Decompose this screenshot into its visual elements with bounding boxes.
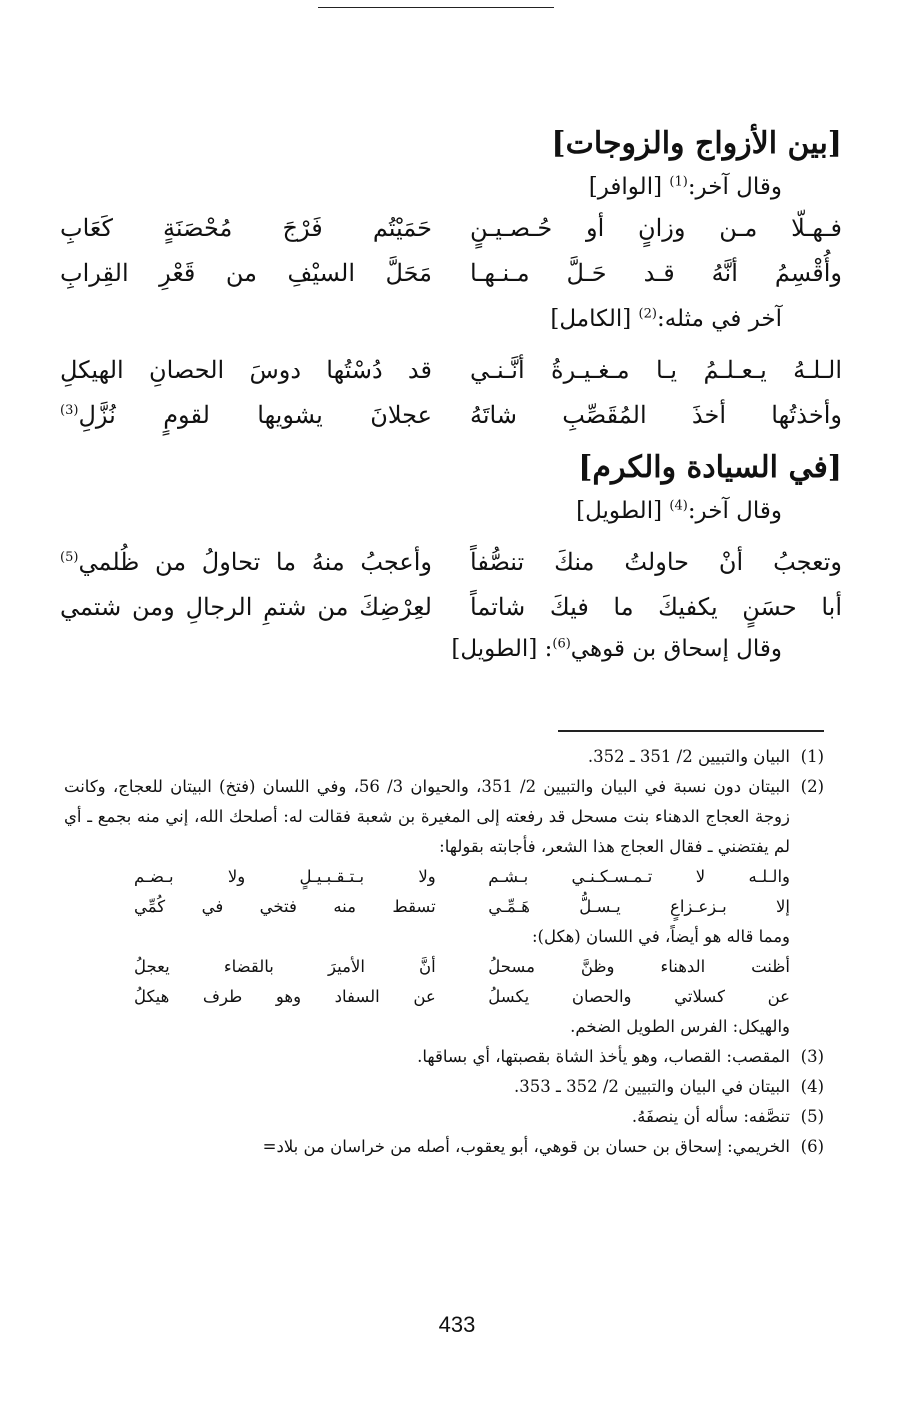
footnote-ref: (3) (60, 403, 79, 418)
footnote-verse: إلا بـزعـزاعٍ يـسـلُّ هَـمِّـي تسقط منه فتخي في كُمِّي (134, 897, 790, 916)
footnote (64, 1132, 824, 1162)
footnote-text: البيان والتبيين 2/ 351 ـ 352. (587, 747, 790, 766)
footnote-text: ومما قاله هو أيضاً، في اللسان (هكل): (531, 927, 790, 946)
footnote-separator (558, 730, 824, 732)
meter-label: [الوافر] (588, 174, 663, 200)
footnote-number: (3) (800, 1047, 824, 1066)
footnote-ref: (2) (638, 306, 657, 322)
footnote-verse: أظنت الدهناء وظنَّ مسحلُ أنَّ الأميرَ بالقضاء يعجلُ (134, 957, 790, 976)
footnote-text: البيتان في البيان والتبيين 2/ 352 ـ 353. (514, 1077, 790, 1096)
section-heading-marriage: [بين الأزواج والزوجات] (551, 126, 842, 161)
footnote-text: والهيكل: الفرس الطويل الضخم. (570, 1017, 790, 1036)
verse-line (60, 585, 842, 630)
footnote-text: تنصَّفه: سأله أن ينصفَهُ. (631, 1107, 790, 1126)
verse-second-hemistich: لعِرْضِكَ من شتمِ الرجالِ ومن شتمي (60, 593, 432, 621)
footnote-verse: والـلـه لا تـمـسـكـنـي بـشـم ولا بـتـقـبـيـلٍ ولا بـضـم (134, 867, 790, 886)
footnote-number: (6) (800, 1137, 824, 1156)
top-rule (318, 7, 554, 8)
footnote-ref: (6) (552, 636, 571, 652)
verse-first-hemistich: أبا حسَنٍ يكفيكَ ما فيكَ شاتماً (470, 593, 842, 621)
footnote-text: البيتان دون نسبة في البيان والتبيين 2/ 351، والحيوان 3/ 56، وفي اللسان (فتخ) البيتان للعجاج، وكانت زوجة العجاج الدهناء بنت مسحل قد رفعته إلى المغيرة بن شعبة فقالت له: أصلحك الله، إني منه بجمع ـ أي لم يفتضني ـ فقال العجاج هذا الشعر، فأجابته بقولها: (64, 777, 790, 856)
footnote (64, 742, 824, 772)
verse-second-hemistich: قد دُسْتُها دوسَ الحصانِ الهيكلِ (60, 356, 432, 384)
footnote-text: الخريمي: إسحاق بن حسان بن قوهي، أبو يعقوب، أصله من خراسان من بلاد= (262, 1137, 790, 1156)
verse-first-hemistich: الـلـهُ يـعـلـمُ يـا مـغـيـرةُ أنَّـنـي (470, 356, 842, 384)
footnote (64, 772, 824, 862)
verse-second-hemistich: عجلانَ يشويها لقومٍ نُزَّلِ$^{(3)}$ (60, 401, 432, 429)
section-heading-generosity: [في السيادة والكرم] (578, 450, 842, 485)
verse-line (60, 540, 842, 585)
meter-label: [الطويل] (576, 498, 663, 524)
footnote-number: (2) (800, 777, 824, 796)
footnote-ref: (1) (669, 174, 688, 190)
footnote-text: المقصب: القصاب، وهو يأخذ الشاة بقصبتها، أي بساقها. (417, 1047, 790, 1066)
main-text (60, 120, 842, 668)
verse-line (60, 206, 842, 251)
meter-label: [الكامل] (550, 306, 632, 332)
page-number: 433 (438, 1312, 476, 1337)
footnote-number: (5) (800, 1107, 824, 1126)
footnote (64, 1042, 824, 1072)
poem-intro: آخر في مثله:$^{(2)}$ [الكامل] (550, 306, 782, 332)
footnote-number: (1) (800, 747, 824, 766)
verse-first-hemistich: وأُقْسِمُ أنَّهُ قـد حَـلَّ مـنـهـا (470, 259, 842, 287)
verse-second-hemistich: مَحَلَّ السيْفِ من قَعْرِ القِرابِ (60, 259, 432, 287)
verse-first-hemistich: فـهـلّا مـن وزانٍ أو حُـصـيـنٍ (470, 214, 842, 242)
footnote-number: (4) (800, 1077, 824, 1096)
verse-line (60, 348, 842, 393)
footnote (64, 1102, 824, 1132)
verse-second-hemistich: وأعجبُ منهُ ما تحاولُ من ظُلمي$^{(5)}$ (60, 548, 432, 576)
footnote-ref: (4) (669, 498, 688, 514)
verse-line (60, 393, 842, 438)
poem-intro: وقال إسحاق بن قوهي$^{(6)}$: [الطويل] (451, 636, 782, 662)
verse-second-hemistich: حَمَيْتُم فَرْجَ مُحْصَنَةٍ كَعَابِ (60, 214, 432, 242)
poem-intro: وقال آخر:$^{(4)}$ [الطويل] (576, 498, 782, 524)
footnotes (64, 742, 824, 1162)
meter-label: : [الطويل] (451, 636, 553, 662)
verse-line (60, 251, 842, 296)
footnote-verse: عن كسلاتي والحصان يكسلُ عن السفاد وهو طرف هيكلُ (134, 987, 790, 1006)
footnote-ref: (5) (60, 550, 79, 565)
footnote (64, 1072, 824, 1102)
verse-first-hemistich: وأخذتُها أخذَ المُقَصِّبِ شاتَهُ (470, 401, 842, 429)
poem-intro: وقال آخر:$^{(1)}$ [الوافر] (588, 174, 782, 200)
verse-first-hemistich: وتعجبُ أنْ حاولتُ منكَ تنصُّفاً (470, 548, 842, 576)
